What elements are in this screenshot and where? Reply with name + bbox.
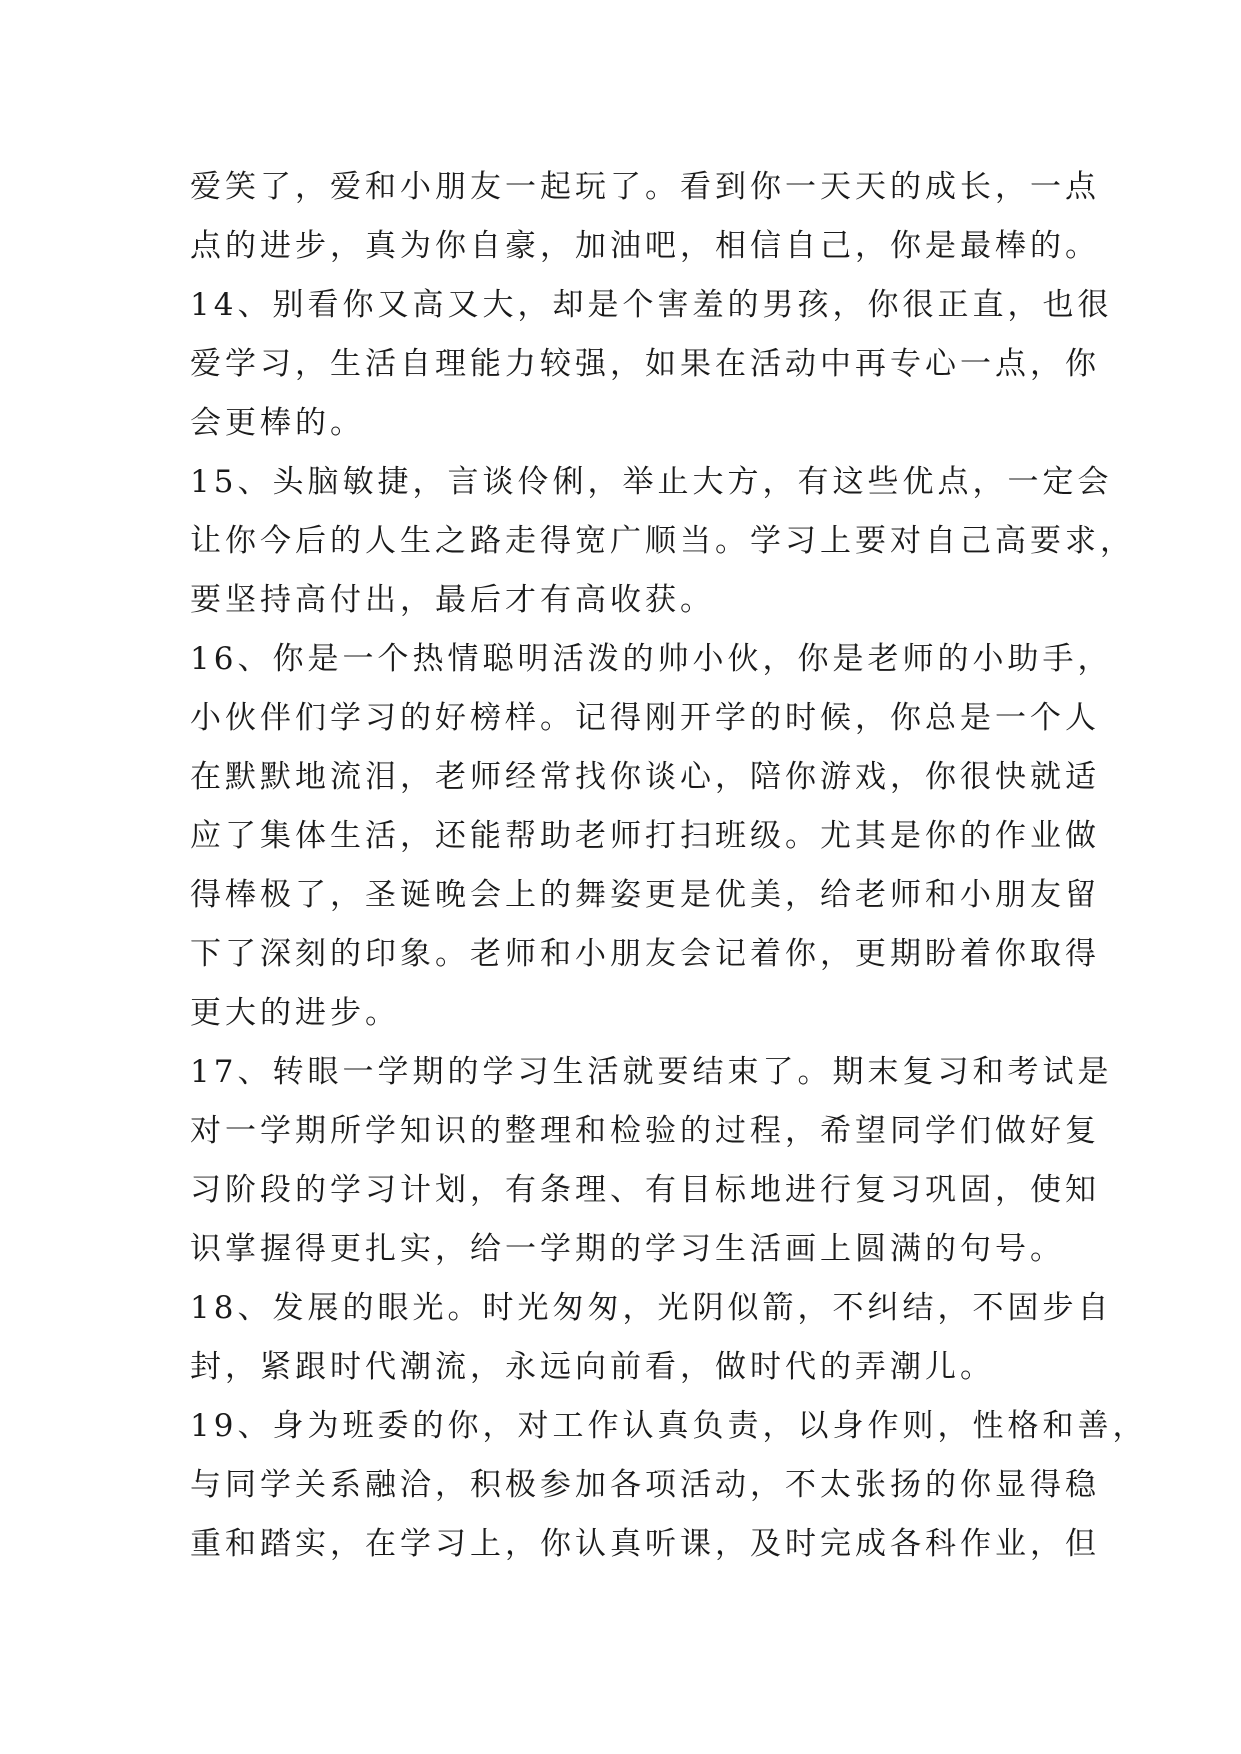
text-line: 对一学期所学知识的整理和检验的过程，希望同学们做好复	[190, 1113, 1100, 1149]
text-line: 爱笑了，爱和小朋友一起玩了。看到你一天天的成长，一点	[190, 169, 1100, 205]
text-line: 会更棒的。	[190, 405, 365, 441]
text-line: 小伙伴们学习的好榜样。记得刚开学的时候，你总是一个人	[190, 700, 1100, 736]
text-line: 18、发展的眼光。时光匆匆，光阴似箭，不纠结，不固步自	[190, 1290, 1113, 1326]
text-line: 17、转眼一学期的学习生活就要结束了。期末复习和考试是	[190, 1054, 1113, 1090]
body-text	[190, 158, 1148, 1574]
text-line: 爱学习，生活自理能力较强，如果在活动中再专心一点，你	[190, 346, 1100, 382]
text-line: 应了集体生活，还能帮助老师打扫班级。尤其是你的作业做	[190, 818, 1100, 854]
text-line: 14、别看你又高又大，却是个害羞的男孩，你很正直，也很	[190, 287, 1113, 323]
text-line: 15、头脑敏捷，言谈伶俐，举止大方，有这些优点，一定会	[190, 464, 1113, 500]
text-line: 封，紧跟时代潮流，永远向前看，做时代的弄潮儿。	[190, 1349, 995, 1385]
text-line: 要坚持高付出，最后才有高收获。	[190, 582, 715, 618]
text-line: 16、你是一个热情聪明活泼的帅小伙，你是老师的小助手，	[190, 641, 1113, 677]
text-line: 19、身为班委的你，对工作认真负责，以身作则，性格和善，	[190, 1408, 1148, 1444]
text-line: 与同学关系融洽，积极参加各项活动，不太张扬的你显得稳	[190, 1467, 1100, 1503]
text-line: 在默默地流泪，老师经常找你谈心，陪你游戏，你很快就适	[190, 759, 1100, 795]
text-line: 让你今后的人生之路走得宽广顺当。学习上要对自己高要求，	[190, 523, 1135, 559]
text-line: 习阶段的学习计划，有条理、有目标地进行复习巩固，使知	[190, 1172, 1100, 1208]
text-line: 重和踏实，在学习上，你认真听课，及时完成各科作业，但	[190, 1526, 1100, 1562]
text-line: 下了深刻的印象。老师和小朋友会记着你，更期盼着你取得	[190, 936, 1100, 972]
text-line: 得棒极了，圣诞晚会上的舞姿更是优美，给老师和小朋友留	[190, 877, 1100, 913]
text-line: 点的进步，真为你自豪，加油吧，相信自己，你是最棒的。	[190, 228, 1100, 264]
text-line: 更大的进步。	[190, 995, 400, 1031]
text-line: 识掌握得更扎实，给一学期的学习生活画上圆满的句号。	[190, 1231, 1065, 1267]
